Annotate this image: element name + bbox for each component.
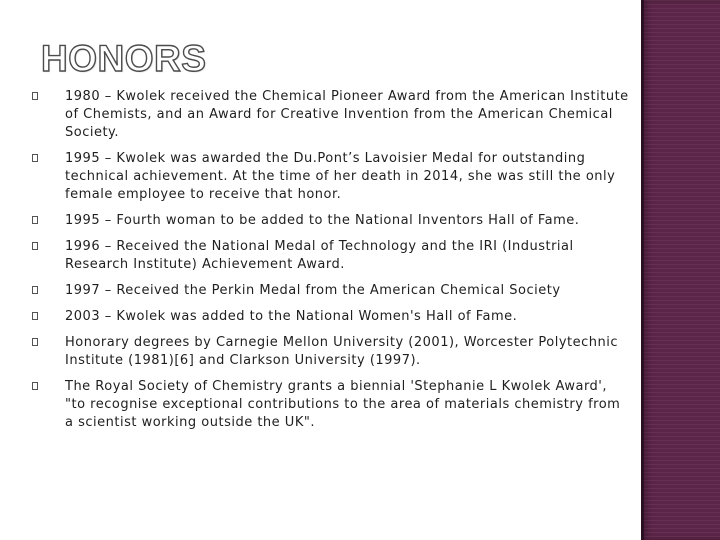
side-band-edge	[641, 0, 644, 540]
square-bullet-icon	[32, 216, 38, 224]
list-item	[32, 150, 632, 204]
list-item	[32, 212, 632, 230]
square-bullet-icon	[32, 312, 38, 320]
slide-title: HONORS	[41, 38, 207, 79]
list-item	[32, 282, 632, 300]
square-bullet-icon	[32, 242, 38, 250]
square-bullet-icon	[32, 92, 38, 100]
list-item-text: 1980 – Kwolek received the Chemical Pioneer Award from the American Institute of Chemists, and an Award for Creative Invention from the American Chemical Society.	[65, 89, 629, 140]
list-item	[32, 378, 632, 432]
list-item-text: 2003 – Kwolek was added to the National Women's Hall of Fame.	[65, 309, 518, 324]
side-band-texture	[641, 0, 720, 540]
list-item-text: Honorary degrees by Carnegie Mellon University (2001), Worcester Polytechnic Institute (1981)[6] and Clarkson University (1997).	[65, 335, 619, 368]
square-bullet-icon	[32, 154, 38, 162]
square-bullet-icon	[32, 382, 38, 390]
square-bullet-icon	[32, 286, 38, 294]
list-item-text: 1996 – Received the National Medal of Technology and the IRI (Industrial Research Institute) Achievement Award.	[65, 239, 574, 272]
square-bullet-icon	[32, 338, 38, 346]
list-item-text: 1995 – Kwolek was awarded the Du.Pont’s Lavoisier Medal for outstanding technical achievement. At the time of her death in 2014, she was still the only female employee to receive that honor.	[65, 151, 616, 202]
list-item-text: The Royal Society of Chemistry grants a biennial 'Stephanie L Kwolek Award', "to recognise exceptional contributions to the area of materials chemistry from a scientist working outside the UK".	[65, 379, 621, 430]
list-item	[32, 238, 632, 274]
list-item	[32, 334, 632, 370]
list-item	[32, 308, 632, 326]
list-item	[32, 88, 632, 142]
list-item-text: 1997 – Received the Perkin Medal from the American Chemical Society	[65, 283, 561, 298]
honors-list	[32, 88, 632, 440]
decorative-side-band	[641, 0, 720, 540]
list-item-text: 1995 – Fourth woman to be added to the National Inventors Hall of Fame.	[65, 213, 580, 228]
